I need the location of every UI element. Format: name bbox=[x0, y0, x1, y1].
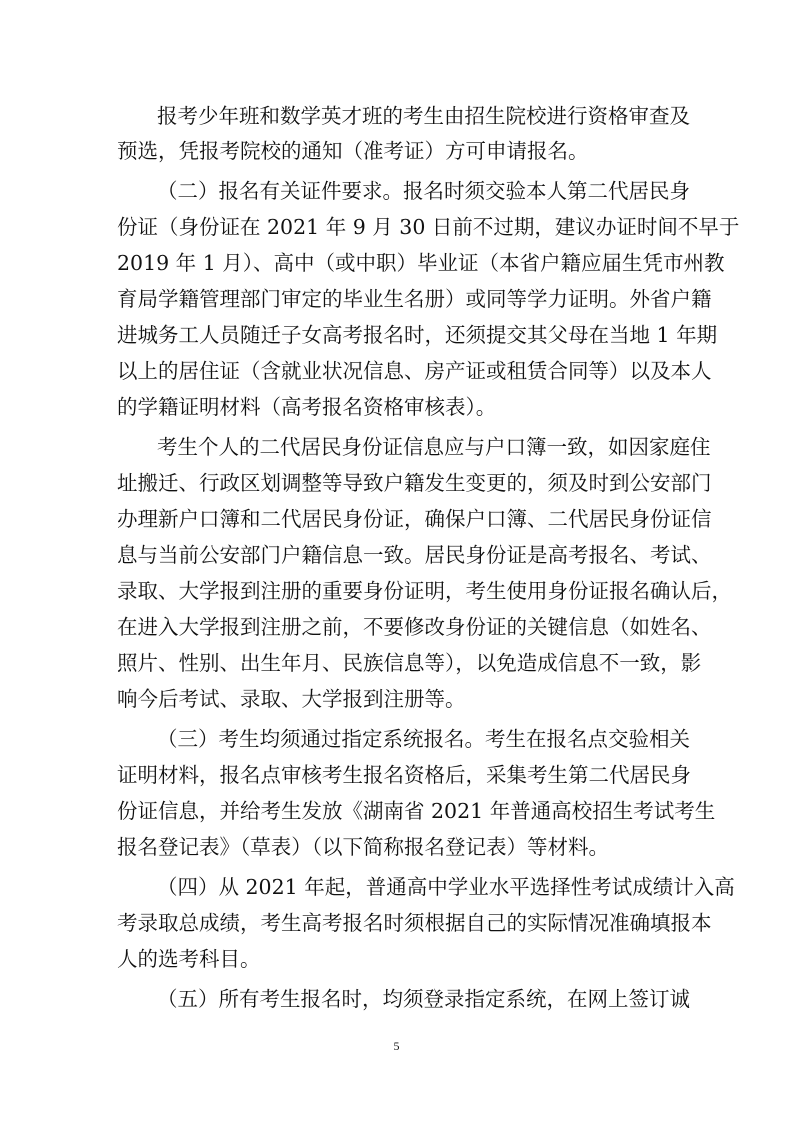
text-line: 报名登记表》（草表）（以下简称报名登记表）等材料。 bbox=[117, 835, 609, 859]
text-line: 的学籍证明材料（高考报名资格审核表）。 bbox=[117, 395, 497, 419]
text-line: 录取、大学报到注册的重要身份证明，考生使用身份证报名确认后， bbox=[117, 579, 732, 603]
text-line: 在进入大学报到注册之前，不要修改身份证的关键信息（如姓名、 bbox=[117, 615, 712, 639]
text-line: （二）报名有关证件要求。报名时须交验本人第二代居民身 bbox=[157, 179, 690, 203]
text-line: 人的选考科目。 bbox=[117, 947, 261, 971]
text-line: 考录取总成绩，考生高考报名时须根据自己的实际情况准确填报本 bbox=[117, 911, 712, 935]
text-line: （三）考生均须通过指定系统报名。考生在报名点交验相关 bbox=[157, 727, 690, 751]
text-line: 息与当前公安部门户籍信息一致。居民身份证是高考报名、考试、 bbox=[117, 543, 712, 567]
text-line: 证明材料，报名点审核考生报名资格后，采集考生第二代居民身 bbox=[117, 763, 691, 787]
text-line: 考生个人的二代居民身份证信息应与户口簿一致，如因家庭住 bbox=[157, 435, 711, 459]
text-line: 报考少年班和数学英才班的考生由招生院校进行资格审查及 bbox=[157, 104, 690, 128]
text-line: 址搬迁、行政区划调整等导致户籍发生变更的，须及时到公安部门 bbox=[117, 471, 712, 495]
text-line: 份证信息，并给考生发放《湖南省 2021 年普通高校招生考试考生 bbox=[117, 799, 716, 823]
text-line: 2019 年 1 月）、高中（或中职）毕业证（本省户籍应届生凭市州教 bbox=[117, 251, 725, 275]
text-line: 办理新户口簿和二代居民身份证，确保户口簿、二代居民身份证信 bbox=[117, 507, 712, 531]
text-line: 进城务工人员随迁子女高考报名时，还须提交其父母在当地 1 年期 bbox=[117, 323, 718, 347]
text-line: 照片、性别、出生年月、民族信息等），以免造成信息不一致，影 bbox=[117, 651, 702, 675]
text-line: 份证（身份证在 2021 年 9 月 30 日前不过期，建议办证时间不早于 bbox=[117, 215, 740, 239]
text-line: （四）从 2021 年起，普通高中学业水平选择性考试成绩计入高 bbox=[157, 875, 735, 899]
text-line: 育局学籍管理部门审定的毕业生名册）或同等学力证明。外省户籍 bbox=[117, 287, 712, 311]
text-line: 响今后考试、录取、大学报到注册等。 bbox=[117, 687, 466, 711]
page-number: 5 bbox=[393, 1039, 400, 1053]
text-line: （五）所有考生报名时，均须登录指定系统，在网上签订诚 bbox=[157, 987, 690, 1011]
text-line: 预选，凭报考院校的通知（准考证）方可申请报名。 bbox=[117, 139, 589, 163]
text-line: 以上的居住证（含就业状况信息、房产证或租赁合同等）以及本人 bbox=[117, 359, 712, 383]
